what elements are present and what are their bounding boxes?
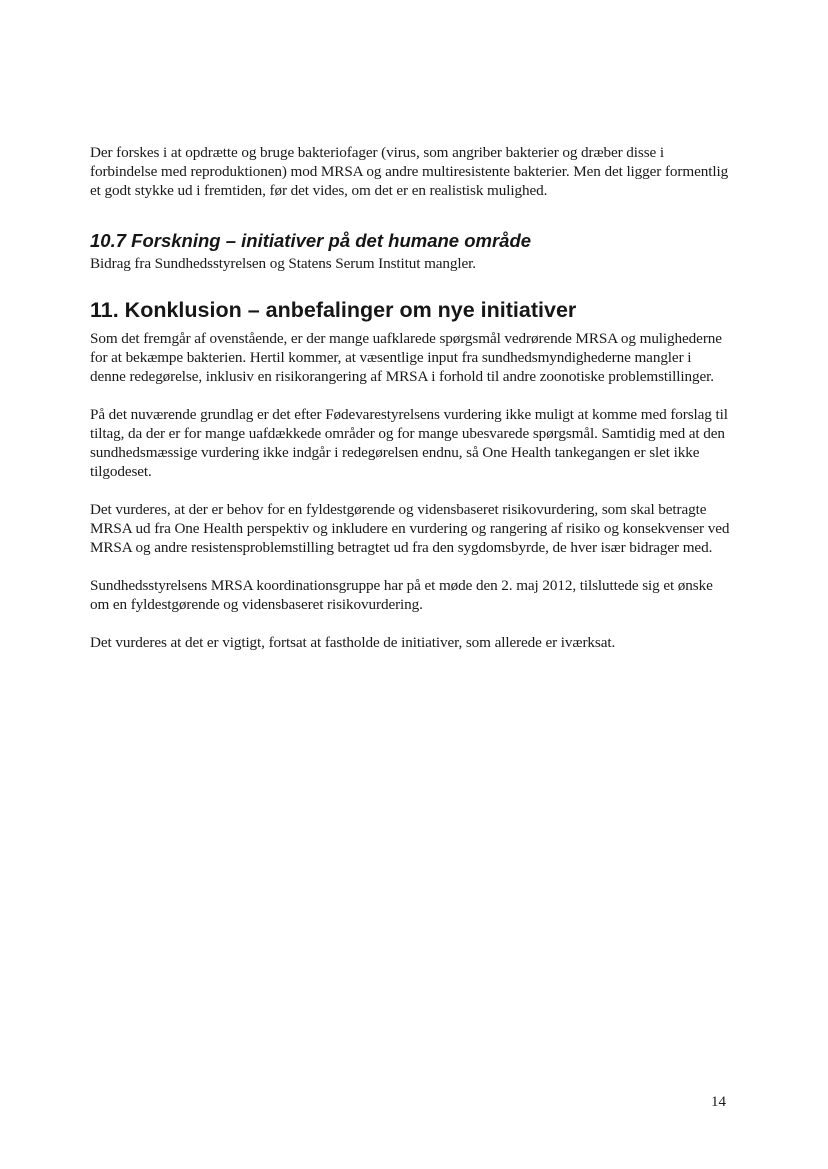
page-content xyxy=(90,143,730,652)
section-11-heading: 11. Konklusion – anbefalinger om nye initiativer xyxy=(90,298,577,322)
conclusion-paragraph: Som det fremgår af ovenstående, er der mange uafklarede spørgsmål vedrørende MRSA og mulighederne for at bekæmpe bakterien. Hertil kommer, at væsentlige input fra sundhedsmyndighederne mangler i denne redegørelse, inklusiv en risikorangering af MRSA i forhold til andre zoonotiske problemstillinger. xyxy=(90,330,722,385)
intro-paragraph: Der forskes i at opdrætte og bruge bakteriofager (virus, som angriber bakterier og dræber disse i forbindelse med reproduktionen) mod MRSA og andre multiresistente bakterier. Men det ligger formentlig et godt stykke ud i fremtiden, før det vides, om det er en realistisk mulighed. xyxy=(90,144,729,199)
section-10-7-heading: 10.7 Forskning – initiativer på det humane område xyxy=(90,230,532,251)
conclusion-paragraph: Det vurderes, at der er behov for en fyldestgørende og vidensbaseret risikovurdering, som skal betragte MRSA ud fra One Health perspektiv og inkludere en vurdering og rangering af risiko og konsekvenser ved MRSA og andre resistensproblemstilling betragtet ud fra den sygdomsbyrde, de hver især bidrager med. xyxy=(90,501,730,556)
conclusion-paragraph: Sundhedsstyrelsens MRSA koordinationsgruppe har på et møde den 2. maj 2012, tilsluttede sig et ønske om en fyldestgørende og vidensbaseret risikovurdering. xyxy=(90,577,713,613)
conclusion-paragraph: Det vurderes at det er vigtigt, fortsat at fastholde de initiativer, som allerede er iværksat. xyxy=(90,634,616,651)
page-number: 14 xyxy=(711,1094,726,1110)
conclusion-paragraph: På det nuværende grundlag er det efter Fødevarestyrelsens vurdering ikke muligt at komme med forslag til tiltag, da der er for mange uafdækkede områder og for mange ubesvarede spørgsmål. Samtidig med at den sundhedsmæssige vurdering ikke indgår i redegørelsen endnu, så One Health tankegangen er slet ikke tilgodeset. xyxy=(90,406,728,480)
section-10-7-text: Bidrag fra Sundhedsstyrelsen og Statens Serum Institut mangler. xyxy=(90,255,476,272)
